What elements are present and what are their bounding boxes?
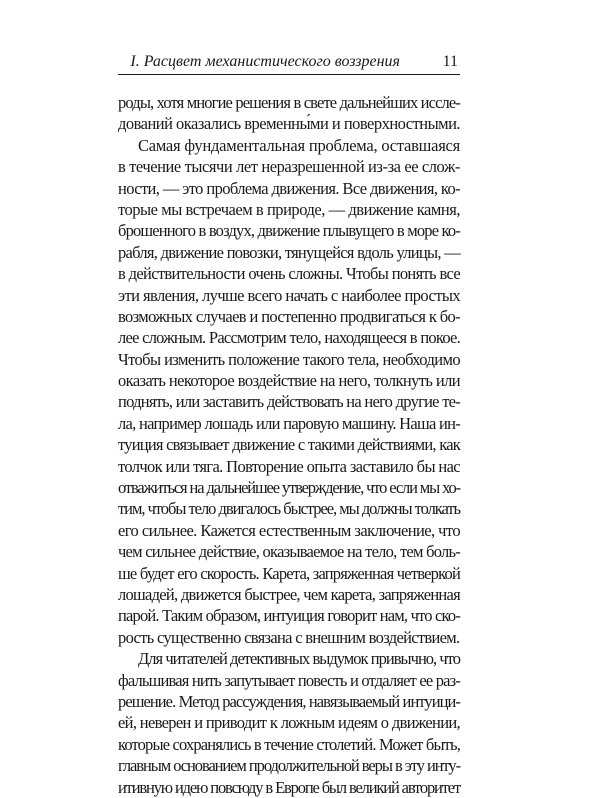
text-line: ше будет его скорость. Карета, запряженная четверкой — [118, 563, 460, 583]
body-text — [118, 92, 460, 798]
text-line: фальшивая нить запутывает повесть и отдаляет ее раз- — [118, 670, 460, 690]
text-line: чем сильнее действие, оказываемое на тело, тем боль- — [118, 542, 460, 562]
text-line: ла, например лошадь или паровую машину. Наша ин- — [118, 413, 460, 433]
running-title: I. Расцвет механистического воззрения — [130, 53, 400, 70]
text-line: ей, неверен и приводит к ложным идеям о движении, — [118, 713, 460, 733]
text-line: в течение тысячи лет неразрешенной из-за ее слож- — [118, 157, 460, 177]
running-header — [118, 52, 460, 75]
paragraph-2 — [118, 135, 460, 648]
page-number: 11 — [442, 53, 458, 70]
text-line: ности, — это проблема движения. Все движения, ко- — [118, 178, 460, 198]
text-line: Самая фундаментальная проблема, оставшаяся — [138, 135, 460, 155]
text-line: оказать некоторое воздействие на него, толкнуть или — [118, 371, 460, 391]
text-line: роды, хотя многие решения в свете дальнейших иссле- — [118, 93, 460, 112]
text-line: возможных случаев и постепенно продвигаться к бо- — [118, 306, 460, 326]
text-line: рабля, движение повозки, тянущейся вдоль улицы, — — [118, 242, 460, 262]
text-line: поднять, или заставить действовать на него другие те- — [118, 392, 460, 412]
paragraph-1 — [118, 92, 460, 135]
text-line: дований оказались временны́ми и поверхностными. — [118, 114, 461, 134]
text-line: эти явления, лучше всего начать с наиболее простых — [118, 285, 460, 305]
text-line: в действительности очень сложны. Чтобы понять все — [118, 264, 460, 284]
text-line: лее сложным. Рассмотрим тело, находящееся в покое. — [118, 328, 460, 348]
text-line: торые мы встречаем в природе, — движение камня, — [118, 199, 460, 219]
text-line: его сильнее. Кажется естественным заключение, что — [118, 520, 460, 540]
text-line: отважиться на дальнейшее утверждение, что если мы хо- — [118, 478, 460, 498]
text-line: главным основанием продолжительной веры в эту инту- — [118, 756, 460, 776]
text-line: итивную идею повсюду в Европе был великий авторитет — [118, 777, 460, 797]
text-line: брошенного в воздух, движение плывущего в море ко- — [118, 221, 460, 241]
text-line: Чтобы изменить положение такого тела, необходимо — [118, 349, 460, 369]
text-line: тим, чтобы тело двигалось быстрее, мы должны толкать — [118, 499, 460, 519]
text-line: толчок или тяга. Повторение опыта заставило бы нас — [118, 456, 460, 476]
text-line: рость существенно связана с внешним воздействием. — [118, 627, 460, 647]
text-line: решение. Метод рассуждения, навязываемый интуици- — [118, 691, 460, 711]
text-line: туиция связывает движение с такими действиями, как — [118, 435, 460, 455]
text-line: которые сохранялись в течение столетий. Может быть, — [118, 734, 460, 754]
text-line: парой. Таким образом, интуиция говорит нам, что ско- — [118, 606, 460, 626]
text-line: Для читателей детективных выдумок привычно, что — [138, 649, 460, 669]
paragraph-3 — [118, 648, 460, 798]
text-line: лошадей, движется быстрее, чем карета, запряженная — [118, 584, 460, 604]
